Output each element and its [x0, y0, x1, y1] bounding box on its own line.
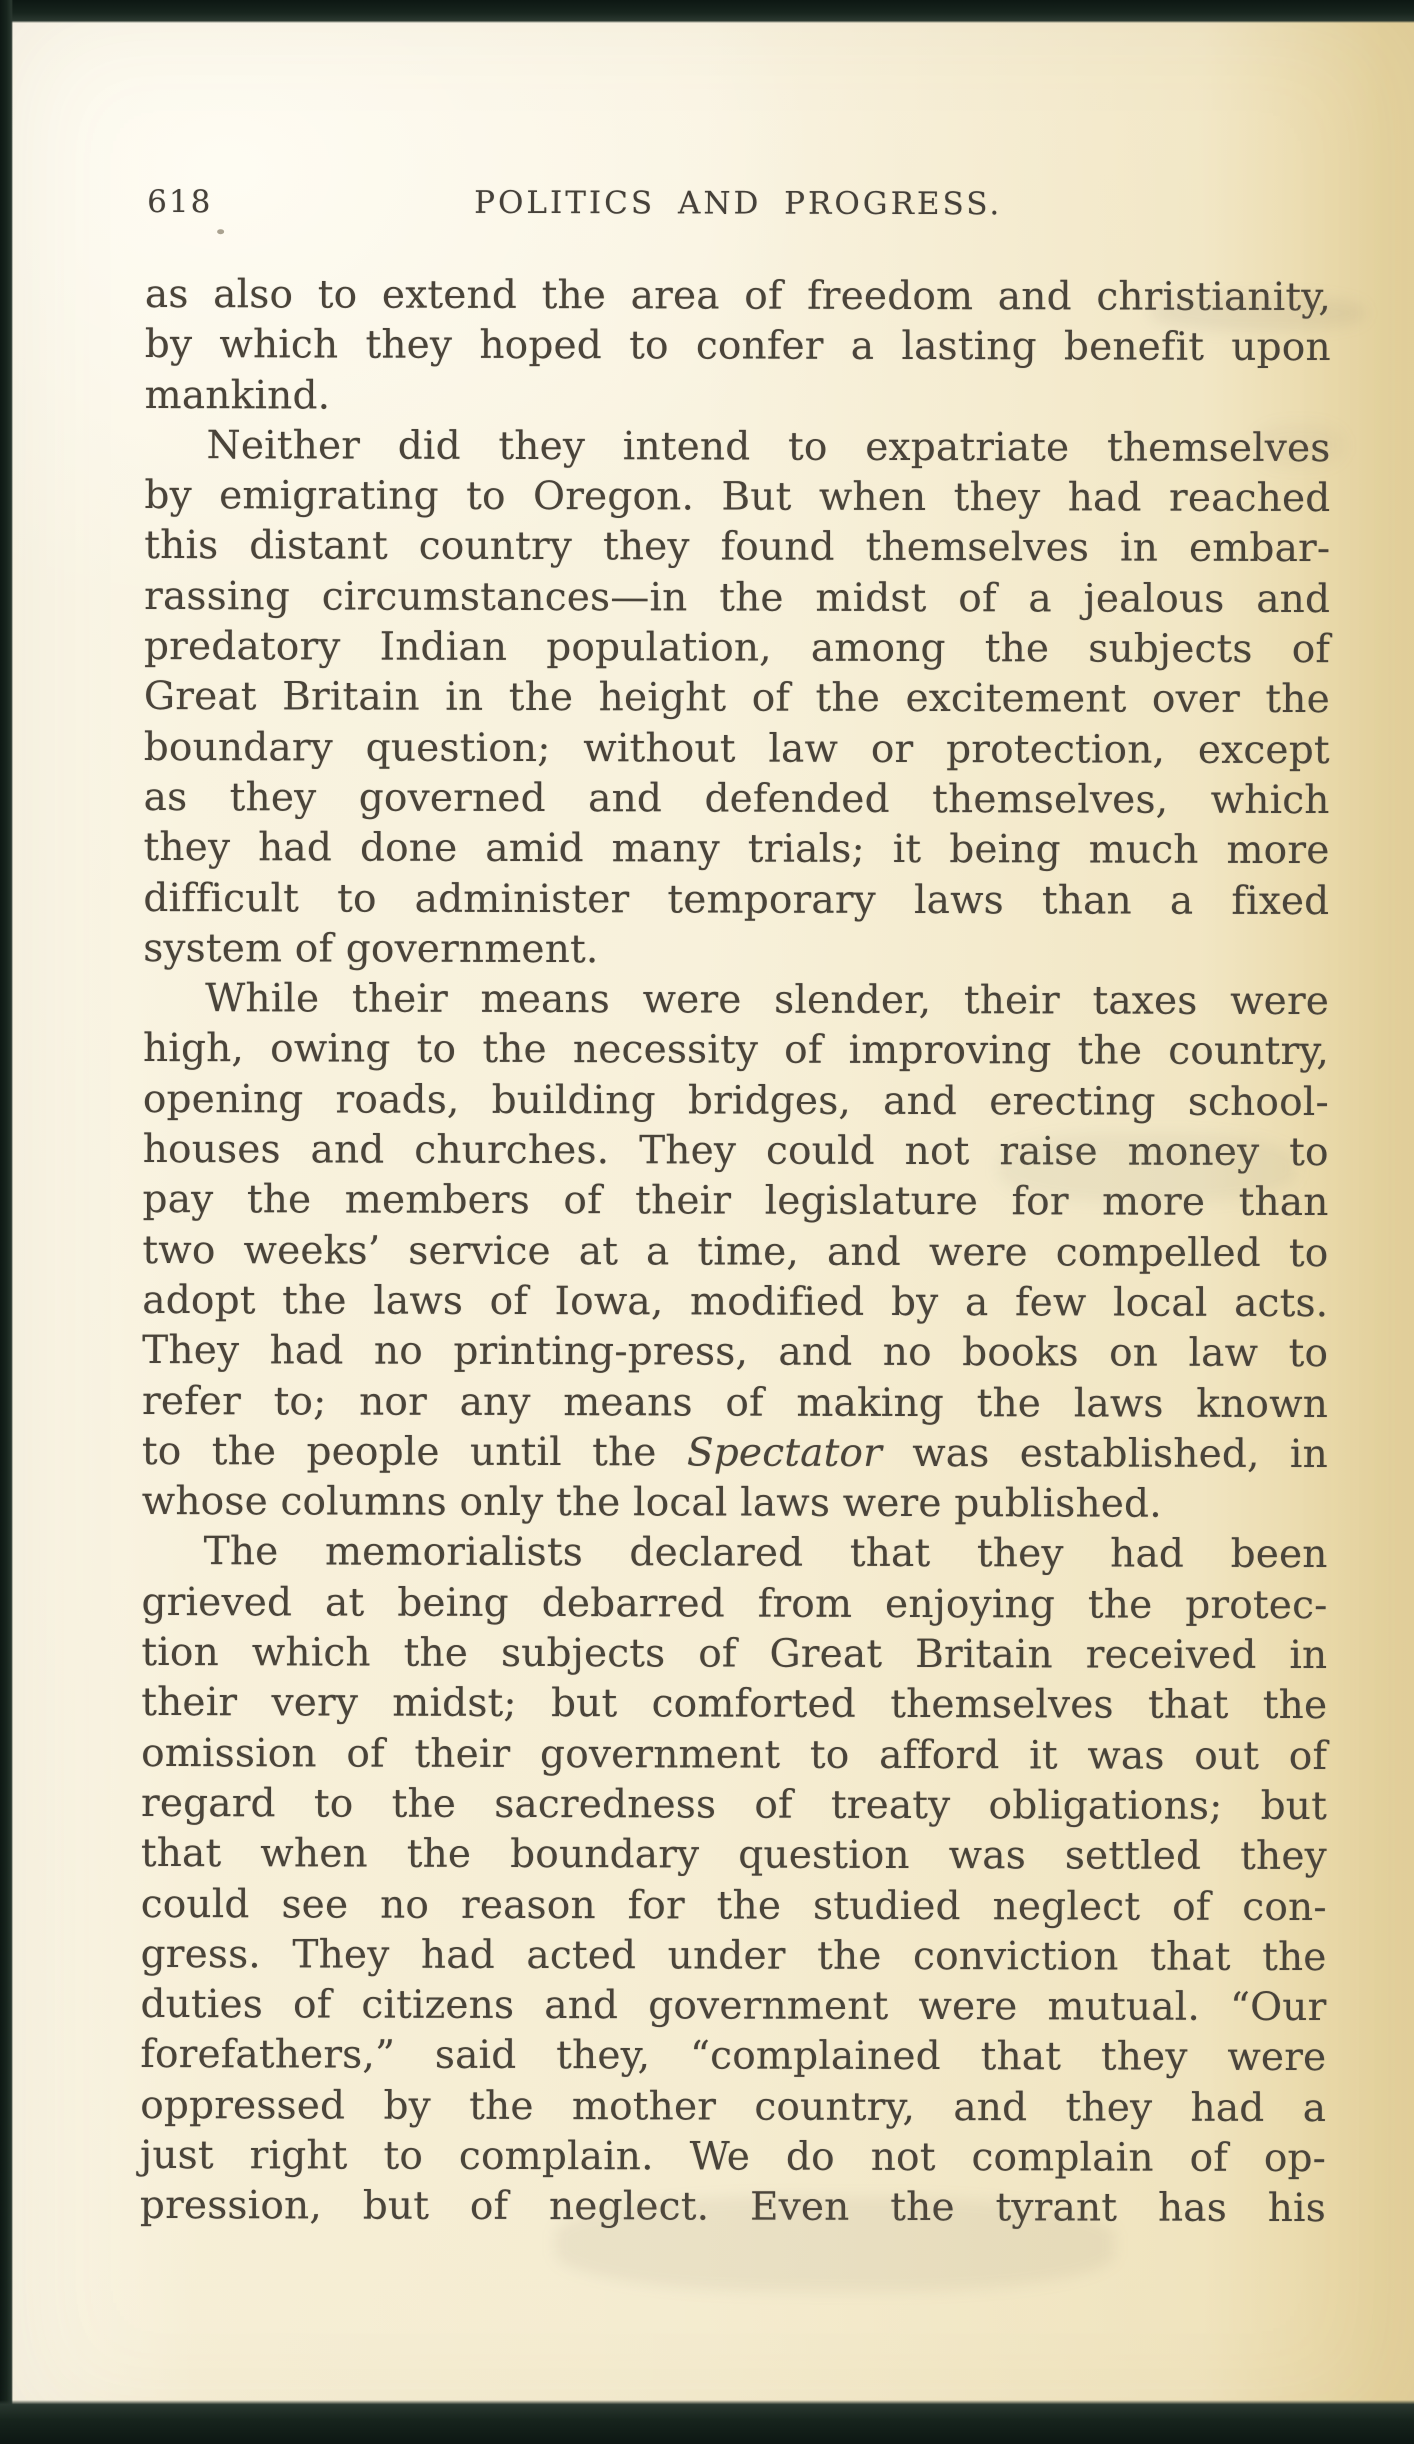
text-line: just right to complain. We do not complain of op- [140, 2132, 1327, 2182]
text-line: predatory Indian population, among the subjects of [143, 624, 1331, 673]
scan-edge-top [0, 0, 1414, 23]
show-through-smudge [998, 1132, 1298, 1203]
text-line: gress. They had acted under the conviction that the [140, 1931, 1327, 1980]
text-line: pay the members of their legislature for more than [142, 1177, 1329, 1226]
text-line: forefathers,” said they, “complained that they were [140, 2032, 1327, 2081]
text-line: as they governed and defended themselves, which [143, 774, 1330, 824]
text-line: could see no reason for the studied neglect of con- [140, 1881, 1327, 1930]
text-line: oppressed by the mother country, and they had a [140, 2082, 1327, 2131]
text-line: mankind. [144, 372, 331, 419]
text-line: as also to extend the area of freedom and christianity, [144, 272, 1332, 321]
text-line: whose columns only the local laws were published. [141, 1479, 1162, 1527]
text-line: Neither did they intend to expatriate themselves [206, 423, 1331, 471]
text-line: tion which the subjects of Great Britain received in [141, 1630, 1328, 1679]
scan-edge-left [0, 0, 13, 2444]
text-line: rassing circumstances—in the midst of a jealous and [144, 573, 1331, 622]
text-line: by emigrating to Oregon. But when they had reached [144, 473, 1331, 522]
text-line: difficult to administer temporary laws than a fixed [143, 875, 1330, 924]
body-text [140, 270, 1331, 2235]
text-line: this distant country they found themselves in embar- [144, 523, 1331, 572]
text-line: omission of their government to afford it was out of [141, 1730, 1328, 1779]
text-line: that when the boundary question was settled they [140, 1831, 1327, 1880]
text-line: pression, but of neglect. Even the tyrant has his [139, 2183, 1327, 2232]
text-line: refer to; nor any means of making the laws known [142, 1378, 1329, 1427]
paper-speck [217, 229, 224, 234]
text-line: Great Britain in the height of the excitement over the [143, 674, 1330, 723]
show-through-smudge [1150, 295, 1365, 332]
running-title: POLITICS AND PROGRESS. [474, 184, 1003, 223]
text-line: their very midst; but comforted themselves that the [141, 1680, 1328, 1729]
text-line: to the people until the Spectator was established, in [141, 1428, 1329, 1477]
show-through-smudge [1255, 423, 1345, 468]
text-line: two weeks’ service at a time, and were compelled to [142, 1227, 1329, 1276]
text-line: The memorialists declared that they had been [203, 1529, 1328, 1578]
text-line: grieved at being debarred from enjoying the protec- [141, 1579, 1328, 1628]
text-line: regard to the sacredness of treaty obligations; but [140, 1780, 1328, 1830]
text-line: While their means were slender, their taxes were [205, 976, 1330, 1025]
text-line: boundary question; without law or protection, except [143, 724, 1330, 773]
text-line: they had done amid many trials; it being much more [143, 825, 1330, 874]
text-line: They had no printing-press, and no books on law to [142, 1328, 1329, 1377]
text-line: by which they hoped to confer a lasting benefit upon [144, 322, 1331, 371]
text-line: adopt the laws of Iowa, modified by a few local acts. [142, 1277, 1329, 1327]
page-header [145, 183, 1331, 228]
text-line: opening roads, building bridges, and erecting school- [142, 1076, 1329, 1125]
text-line: high, owing to the necessity of improving the country, [142, 1026, 1330, 1075]
show-through-smudge [555, 2196, 1115, 2292]
text-line: houses and churches. They could not raise money to [142, 1127, 1329, 1176]
scan-edge-bottom [0, 2400, 1414, 2444]
page-number: 618 [147, 184, 213, 221]
text-line: system of government. [143, 925, 599, 973]
text-line: duties of citizens and government were mutual. “Our [140, 1982, 1327, 2031]
